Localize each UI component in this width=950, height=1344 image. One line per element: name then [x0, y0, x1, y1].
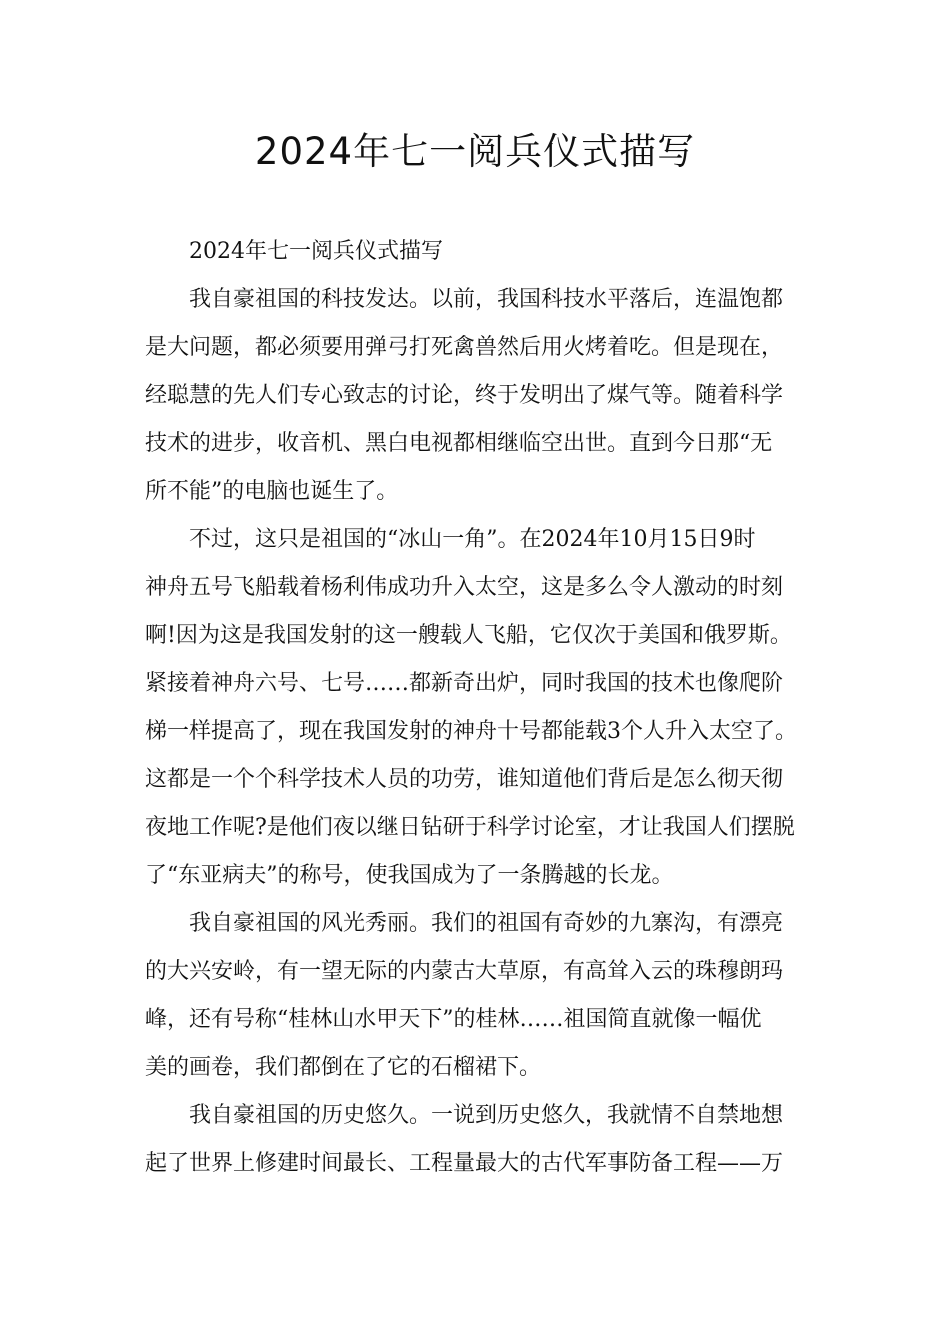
- text-line: 的大兴安岭，有一望无际的内蒙古大草原，有高耸入云的珠穆朗玛: [145, 959, 784, 984]
- document-title: 2024年七一阅兵仪式描写: [254, 130, 696, 173]
- text-line: 我自豪祖国的风光秀丽。我们的祖国有奇妙的九寨沟，有漂亮: [189, 911, 784, 936]
- text-line: 啊!因为这是我国发射的这一艘载人飞船，它仅次于美国和俄罗斯。: [145, 623, 792, 648]
- text-line: 这都是一个个科学技术人员的功劳，谁知道他们背后是怎么彻天彻: [145, 767, 784, 792]
- text-line: 梯一样提高了，现在我国发射的神舟十号都能载3个人升入太空了。: [145, 719, 797, 744]
- text-line: 2024年七一阅兵仪式描写: [189, 239, 443, 264]
- text-line: 是大问题，都必须要用弹弓打死禽兽然后用火烤着吃。但是现在，: [145, 335, 784, 360]
- text-line: 我自豪祖国的历史悠久。一说到历史悠久，我就情不自禁地想: [189, 1103, 784, 1128]
- text-line: 所不能”的电脑也诞生了。: [145, 479, 399, 504]
- text-line: 技术的进步，收音机、黑白电视都相继临空出世。直到今日那“无: [145, 431, 773, 456]
- text-line: 了“东亚病夫”的称号，使我国成为了一条腾越的长龙。: [145, 863, 674, 888]
- text-line: 经聪慧的先人们专心致志的讨论，终于发明出了煤气等。随着科学: [145, 383, 784, 408]
- document-body: [145, 228, 809, 1188]
- text-line: 夜地工作呢?是他们夜以继日钻研于科学讨论室，才让我国人们摆脱: [145, 815, 795, 840]
- text-line: 神舟五号飞船载着杨利伟成功升入太空，这是多么令人激动的时刻: [145, 575, 784, 600]
- text-line: 不过，这只是祖国的“冰山一角”。在2024年10月15日9时: [189, 527, 756, 552]
- text-line: 起了世界上修建时间最长、工程量最大的古代军事防备工程——万: [145, 1151, 784, 1176]
- text-line: 峰，还有号称“桂林山水甲天下”的桂林……祖国简直就像一幅优: [145, 1007, 762, 1032]
- text-line: 我自豪祖国的科技发达。以前，我国科技水平落后，连温饱都: [189, 287, 784, 312]
- text-line: 紧接着神舟六号、七号……都新奇出炉，同时我国的技术也像爬阶: [145, 671, 784, 696]
- text-line: 美的画卷，我们都倒在了它的石榴裙下。: [145, 1055, 542, 1080]
